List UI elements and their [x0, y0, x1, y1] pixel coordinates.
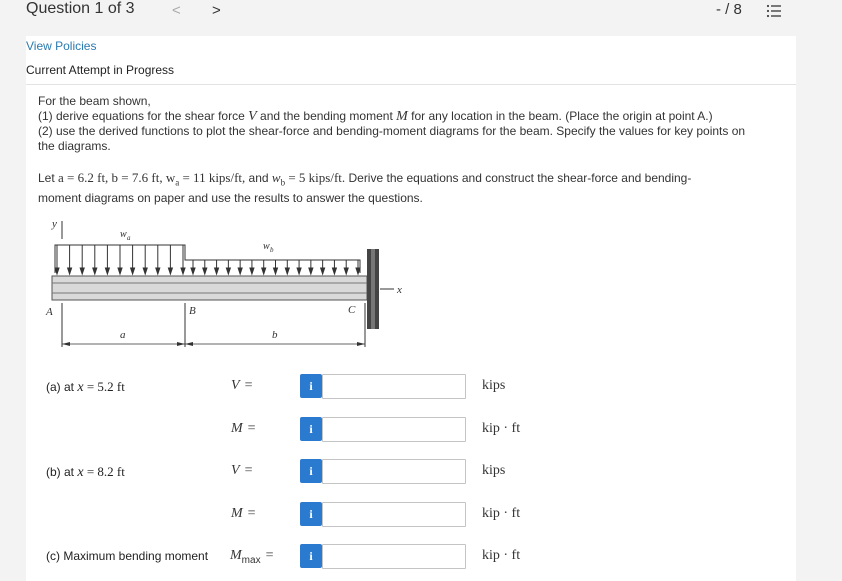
label-C: C [348, 304, 356, 316]
load-arrowhead [321, 268, 325, 274]
var-m: M [396, 109, 408, 124]
problem-line: (2) use the derived functions to plot the shear-force and bending-moment diagrams for the beam. Specify the values for key points on [38, 124, 746, 138]
load-arrowhead [344, 268, 348, 274]
load-arrows-b [191, 260, 360, 274]
variable-symbol: M [231, 421, 243, 436]
problem-line [38, 109, 788, 124]
divider [26, 84, 796, 85]
beam [52, 276, 367, 300]
answer-input[interactable] [322, 374, 466, 399]
label-wa: w [120, 229, 127, 240]
text: and the bending moment [256, 109, 397, 123]
label-wa-sub: a [127, 234, 131, 242]
chevron-right-icon[interactable]: > [212, 2, 221, 19]
label-value: = 8.2 ft [83, 464, 125, 479]
load-arrowhead [105, 268, 109, 274]
attempt-status: Current Attempt in Progress [26, 63, 175, 77]
variable-label [231, 463, 252, 479]
answer-input[interactable] [322, 459, 466, 484]
load-arrowhead [226, 268, 230, 274]
label-var: x [77, 380, 84, 395]
label-b: b [272, 329, 278, 341]
label-wb: w [263, 241, 270, 252]
problem-line: the diagrams. [38, 139, 111, 153]
info-icon[interactable]: i [300, 544, 322, 568]
equals-sign: = [247, 421, 256, 436]
load-arrowhead [156, 268, 160, 274]
load-arrowhead [250, 268, 254, 274]
math-values: a = 6.2 ft, b = 7.6 ft, w [58, 170, 176, 185]
label-a: a [120, 329, 126, 341]
load-arrowhead [215, 268, 219, 274]
math-values: = 11 kips/ft, [179, 170, 249, 185]
math-sub: b [280, 177, 286, 188]
unit-label: kips [482, 378, 506, 393]
answer-input[interactable] [322, 417, 466, 442]
variable-symbol: M [231, 506, 243, 521]
info-icon[interactable]: i [300, 374, 322, 398]
math-sub: a [175, 177, 180, 188]
variable-label [230, 548, 273, 566]
label-x: x [397, 284, 402, 296]
label-text: (a) at [46, 380, 78, 394]
info-icon[interactable]: i [300, 417, 322, 441]
beam-diagram [30, 213, 430, 355]
text: for any location in the beam. (Place the origin at point A.) [407, 109, 713, 123]
given-values [38, 170, 788, 206]
load-arrowhead [238, 268, 242, 274]
load-arrowhead [80, 268, 84, 274]
load-arrowhead [332, 268, 336, 274]
label-A: A [46, 306, 53, 318]
load-arrowhead [118, 268, 122, 274]
info-icon[interactable]: i [300, 459, 322, 483]
load-arrowhead [356, 268, 360, 274]
given-line [38, 170, 788, 190]
list-icon[interactable] [766, 4, 782, 18]
answer-input[interactable] [322, 544, 466, 569]
label-text: (c) Maximum bending moment [46, 549, 209, 563]
load-arrowhead [168, 268, 172, 274]
load-arrowhead [297, 268, 301, 274]
unit-label: kip · ft [482, 506, 521, 521]
equals-sign: = [265, 548, 274, 563]
math-values: w [271, 170, 281, 185]
text: Let [38, 171, 59, 185]
text: (1) derive equations for the shear force [38, 109, 249, 123]
load-arrows-a [55, 245, 185, 274]
load-arrowhead [285, 268, 289, 274]
label-text: (b) at [46, 465, 78, 479]
question-label [46, 549, 208, 563]
equals-sign: = [244, 378, 253, 393]
load-arrowhead [93, 268, 97, 274]
load-arrowhead [203, 268, 207, 274]
label-B: B [189, 305, 196, 317]
info-icon[interactable]: i [300, 502, 322, 526]
equals-sign: = [244, 463, 253, 478]
answer-input[interactable] [322, 502, 466, 527]
text: and [248, 171, 272, 185]
text: Derive the equations and construct the shear-force and bending- [345, 171, 692, 185]
load-arrowhead [131, 268, 135, 274]
chevron-left-icon[interactable]: < [172, 2, 181, 19]
question-label [46, 379, 125, 396]
load-arrowhead [55, 268, 59, 274]
load-arrowhead [68, 268, 72, 274]
label-var: x [77, 465, 84, 480]
load-arrowhead [181, 268, 185, 274]
math-values: = 5 kips/ft. [285, 170, 346, 185]
variable-subscript: max [241, 554, 261, 566]
load-arrowhead [309, 268, 313, 274]
view-policies-link[interactable]: View Policies [26, 39, 97, 53]
variable-symbol: V [231, 378, 240, 393]
label-value: = 5.2 ft [83, 379, 125, 394]
equals-sign: = [247, 506, 256, 521]
variable-label [231, 421, 256, 437]
var-v: V [248, 109, 257, 124]
top-bar [0, 0, 842, 34]
variable-symbol: M [230, 548, 242, 563]
unit-label: kip · ft [482, 421, 521, 436]
label-wb-sub: b [270, 246, 274, 254]
label-y: y [52, 218, 57, 230]
load-arrowhead [143, 268, 147, 274]
load-arrowhead [191, 268, 195, 274]
given-line: moment diagrams on paper and use the results to answer the questions. [38, 191, 423, 206]
variable-label [231, 378, 252, 394]
problem-line: For the beam shown, [38, 94, 151, 108]
unit-label: kip · ft [482, 548, 521, 563]
load-arrowhead [262, 268, 266, 274]
load-arrowhead [274, 268, 278, 274]
problem-statement [38, 94, 788, 154]
score-display: - / 8 [716, 1, 742, 18]
question-title: Question 1 of 3 [26, 0, 135, 17]
variable-label [231, 506, 256, 522]
load-wa [55, 245, 360, 273]
question-label [46, 464, 125, 481]
unit-label: kips [482, 463, 506, 478]
variable-symbol: V [231, 463, 240, 478]
